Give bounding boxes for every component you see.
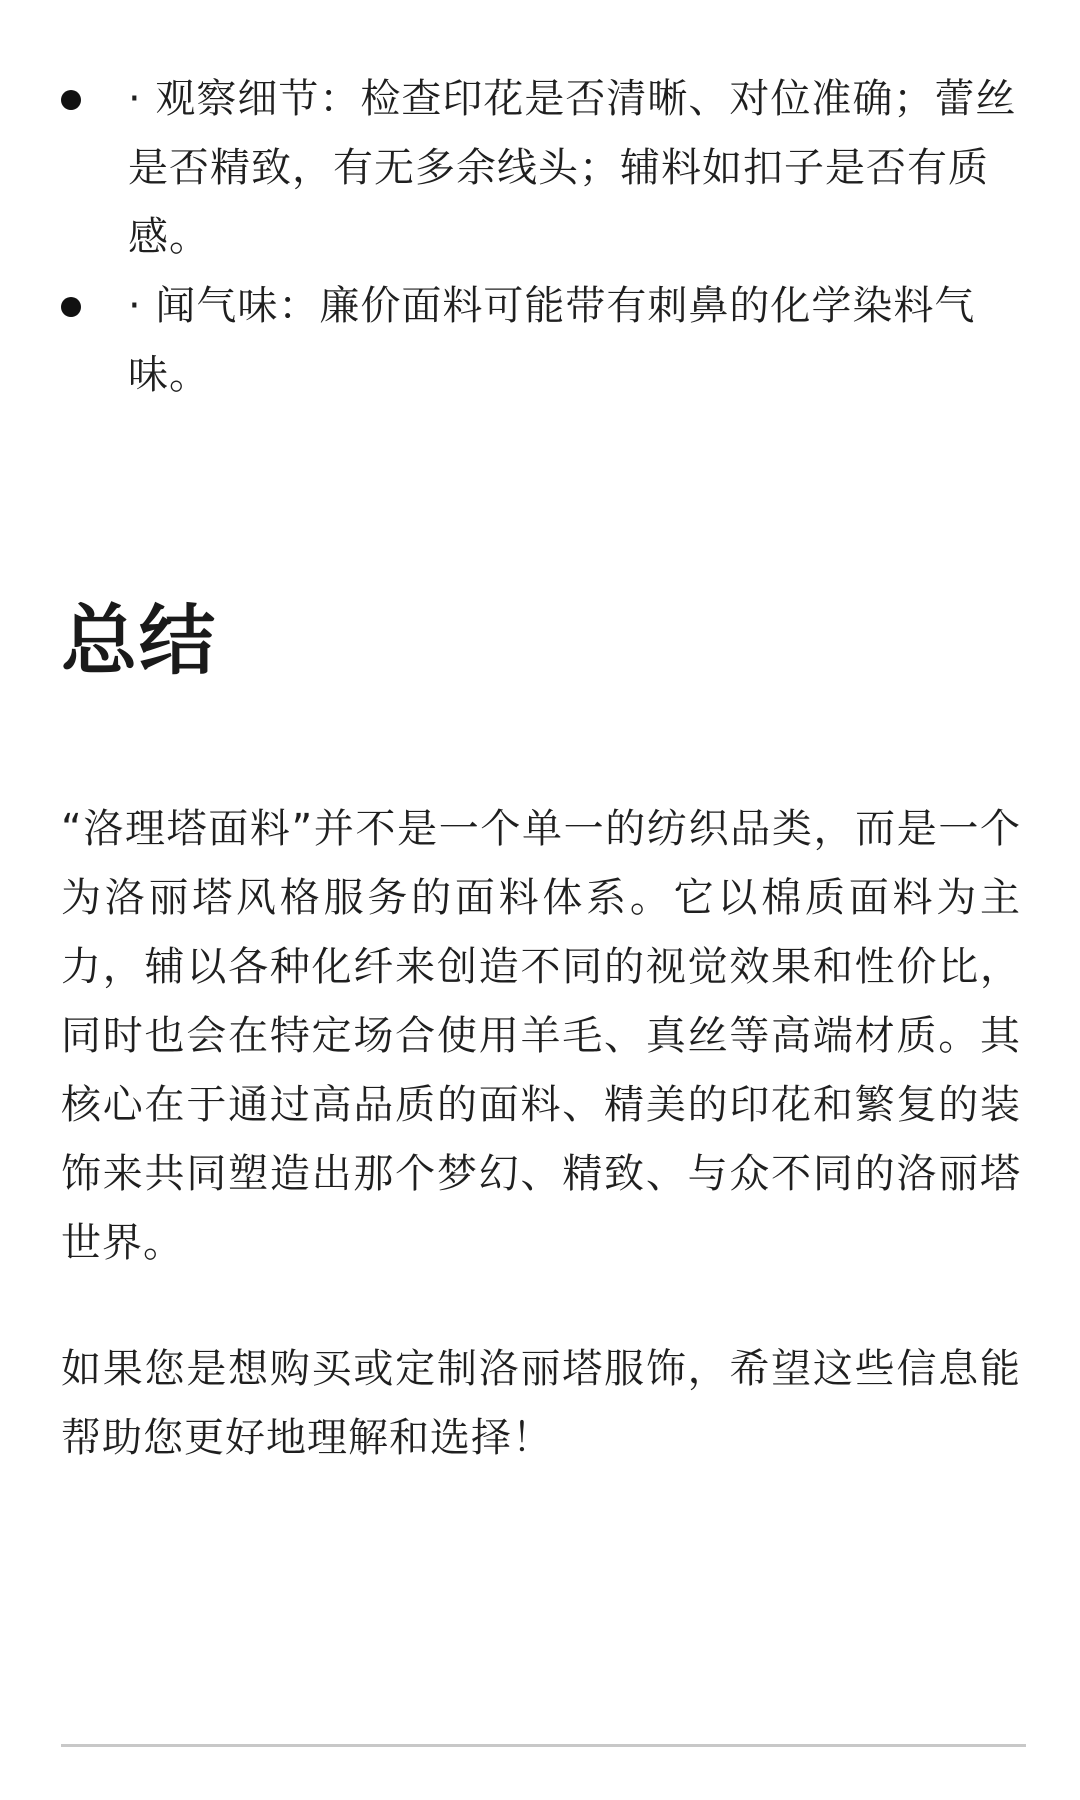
- list-item: [61, 272, 1021, 410]
- divider: [61, 1744, 1026, 1747]
- summary-paragraph: “洛理塔面料”并不是一个单一的纺织品类，而是一个为洛丽塔风格服务的面料体系。它以棉质面料为主力，辅以各种化纤来创造不同的视觉效果和性价比，同时也会在特定场合使用羊毛、真丝等高端材质。其核心在于通过高品质的面料、精美的印花和繁复的装饰来共同塑造出那个梦幻、精致、与众不同的洛丽塔世界。: [61, 806, 1021, 1266]
- bullet-list: [61, 65, 1021, 410]
- bullet-text: · 闻气味：廉价面料可能带有刺鼻的化学染料气味。: [128, 283, 976, 398]
- bullet-dot-icon: [61, 297, 81, 317]
- bullet-text: · 观察细节：检查印花是否清晰、对位准确；蕾丝是否精致，有无多余线头；辅料如扣子是否有质感。: [128, 76, 1017, 260]
- bullet-dot-icon: [61, 90, 81, 110]
- list-item: [61, 65, 1021, 272]
- section-heading: 总结: [61, 596, 217, 685]
- closing-paragraph: 如果您是想购买或定制洛丽塔服饰，希望这些信息能帮助您更好地理解和选择！: [61, 1346, 1021, 1461]
